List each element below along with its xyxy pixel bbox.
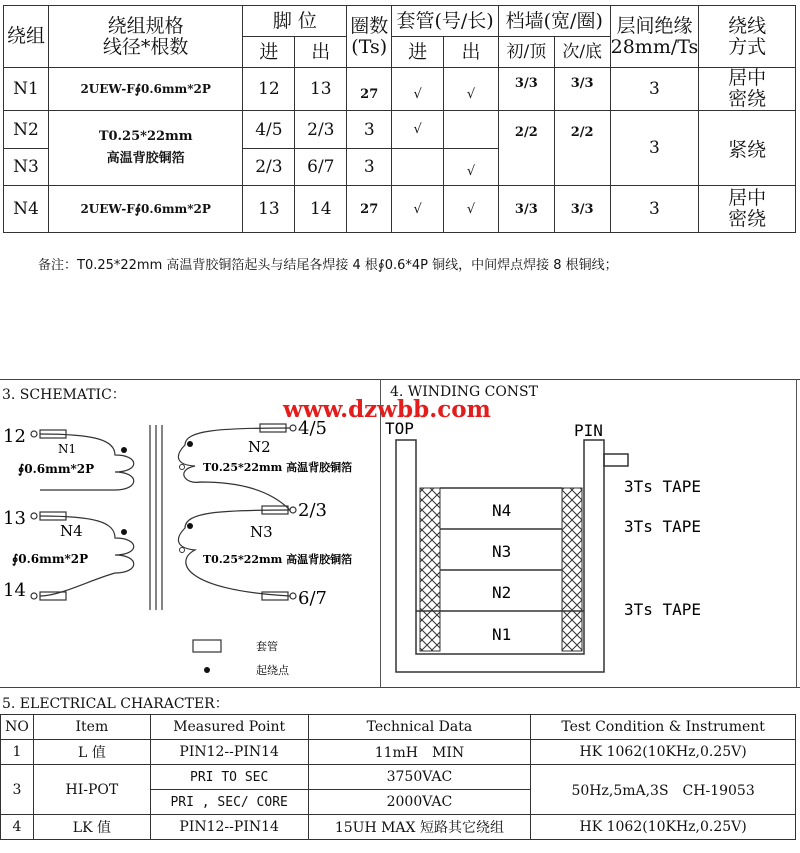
row-pin-out: 13 <box>295 68 347 111</box>
row-pin-out: 6/7 <box>295 149 347 186</box>
row-condition: 50Hz,5mA,3S CH-19053 <box>531 765 796 815</box>
header-pin-in: 进 <box>243 37 295 68</box>
table-row <box>1 815 796 840</box>
winding-const-title: 4. WINDING CONST <box>390 384 538 400</box>
pin14-terminal-icon <box>31 593 37 599</box>
margin-tape-right <box>562 488 582 651</box>
row-pin-out: 2/3 <box>295 111 347 149</box>
header-no: NO <box>1 715 34 740</box>
legend-start-label: 起绕点 <box>256 664 289 677</box>
row-wall-second: 3/3 <box>554 68 610 111</box>
row-turns: 27 <box>347 186 392 233</box>
row-sleeve-out <box>444 111 499 149</box>
start-dot-icon <box>121 447 127 453</box>
n4-wire-label: ∮0.6mm*2P <box>12 552 89 566</box>
winding-construction-diagram <box>382 400 794 685</box>
row-sleeve-in: √ <box>392 68 444 111</box>
row-pin-in: 13 <box>243 186 295 233</box>
legend-sleeve-icon <box>193 640 221 652</box>
row-point: PIN12--PIN14 <box>150 815 308 840</box>
pin23-label: 2/3 <box>298 500 327 521</box>
table-row-n4 <box>4 186 796 233</box>
row-method: 居中 密绕 <box>699 186 796 233</box>
row-insulation: 3 <box>610 186 699 233</box>
row-wall-first: 2/2 <box>498 111 554 186</box>
tape-label-1: 3Ts TAPE <box>624 477 702 496</box>
margin-tape-left <box>420 488 440 651</box>
row-wall-first: 3/3 <box>498 68 554 111</box>
layer-n2-label: N2 <box>492 583 512 602</box>
winding-spec-table <box>3 5 796 233</box>
row-turns: 3 <box>347 149 392 186</box>
schematic-title: 3. SCHEMATIC： <box>2 387 126 403</box>
row-point: PRI , SEC/ CORE <box>150 790 308 815</box>
n1-label: N1 <box>58 442 77 456</box>
header-wall-first: 初/顶 <box>498 37 554 68</box>
row-sleeve-out: √ <box>444 68 499 111</box>
legend-start-dot-icon <box>204 667 210 673</box>
layer-n1-label: N1 <box>492 625 512 644</box>
row-no: 3 <box>1 765 34 815</box>
header-method: 绕线 方式 <box>699 6 796 68</box>
row-wall-second: 2/2 <box>554 111 610 186</box>
row-insulation: 3 <box>610 68 699 111</box>
header-measured-point: Measured Point <box>150 715 308 740</box>
pin-label: PIN <box>574 421 603 440</box>
header-item: Item <box>33 715 150 740</box>
pin13-terminal-icon <box>31 513 37 519</box>
table-row-n2 <box>4 111 796 149</box>
pin12-label: 12 <box>3 426 26 447</box>
foil-end-icon <box>180 548 185 553</box>
start-dot-icon <box>121 529 127 535</box>
row-data: 3750VAC <box>308 765 531 790</box>
pin13-label: 13 <box>3 508 26 529</box>
row-method: 紧绕 <box>699 111 796 186</box>
row-item: L 值 <box>33 740 150 765</box>
row-spec: 2UEW-F∮0.6mm*2P <box>48 68 243 111</box>
pin45-terminal-icon <box>290 425 296 431</box>
header-turns: 圈数 (Ts) <box>347 6 392 68</box>
n1-wire-label: ∮0.6mm*2P <box>18 462 95 476</box>
electrical-title: 5. ELECTRICAL CHARACTER： <box>2 696 229 712</box>
tape-label-2: 3Ts TAPE <box>624 517 702 536</box>
row-point: PIN12--PIN14 <box>150 740 308 765</box>
pin67-label: 6/7 <box>298 588 327 609</box>
pin23-terminal-icon <box>290 507 296 513</box>
start-dot-icon <box>187 523 193 529</box>
header-test-condition: Test Condition & Instrument <box>531 715 796 740</box>
header-wall: 档墙(宽/圈) <box>498 6 610 37</box>
start-dot-icon <box>187 441 193 447</box>
layer-n4-label: N4 <box>492 501 512 520</box>
header-wall-second: 次/底 <box>554 37 610 68</box>
n2-foil-label: T0.25*22mm 高温背胶铜箔 <box>203 461 353 474</box>
row-point: PRI TO SEC <box>150 765 308 790</box>
n3-foil-label: T0.25*22mm 高温背胶铜箔 <box>203 553 353 566</box>
pin14-label: 14 <box>3 580 26 601</box>
row-sleeve-in <box>392 149 444 186</box>
row-condition: HK 1062(10KHz,0.25V) <box>531 740 796 765</box>
header-pin: 脚 位 <box>243 6 347 37</box>
row-item: HI-POT <box>33 765 150 815</box>
row-pin-in: 2/3 <box>243 149 295 186</box>
row-condition: HK 1062(10KHz,0.25V) <box>531 815 796 840</box>
row-wall-first: 3/3 <box>498 186 554 233</box>
row-data: 11mH MIN <box>308 740 531 765</box>
table-row <box>1 740 796 765</box>
note-text: 备注：T0.25*22mm 高温背胶铜箔起头与结尾各焊接 4 根∮0.6*4P 铜线，中间焊点焊接 8 根铜线； <box>38 258 618 273</box>
header-technical-data: Technical Data <box>308 715 531 740</box>
n2-label: N2 <box>248 438 271 456</box>
row-name: N1 <box>4 68 49 111</box>
row-method: 居中 密绕 <box>699 68 796 111</box>
layer-n3-label: N3 <box>492 542 512 561</box>
section-divider-vertical <box>380 379 381 687</box>
header-pin-out: 出 <box>295 37 347 68</box>
header-insulation: 层间绝缘 28mm/Ts <box>610 6 699 68</box>
row-name: N3 <box>4 149 49 186</box>
top-label: TOP <box>385 419 414 438</box>
row-name: N2 <box>4 111 49 149</box>
row-data: 2000VAC <box>308 790 531 815</box>
row-item: LK 值 <box>33 815 150 840</box>
row-wall-second: 3/3 <box>554 186 610 233</box>
pin45-label: 4/5 <box>298 418 327 439</box>
schematic-diagram <box>0 400 380 685</box>
row-spec: 2UEW-F∮0.6mm*2P <box>48 186 243 233</box>
row-sleeve-out: √ <box>444 149 499 186</box>
row-name: N4 <box>4 186 49 233</box>
row-pin-in: 12 <box>243 68 295 111</box>
foil-end-icon <box>180 465 185 470</box>
section-border-right <box>796 379 797 687</box>
row-no: 1 <box>1 740 34 765</box>
electrical-table <box>0 714 796 840</box>
watermark-text: www.dzwbb.com <box>283 396 491 423</box>
table-row <box>1 765 796 790</box>
row-spec: T0.25*22mm 高温背胶铜箔 <box>48 111 243 186</box>
table-row-n1 <box>4 68 796 111</box>
header-sleeve-out: 出 <box>444 37 499 68</box>
row-sleeve-in: √ <box>392 111 444 149</box>
section-divider-bottom <box>0 687 800 688</box>
tape-label-3: 3Ts TAPE <box>624 600 702 619</box>
header-group: 绕组 <box>4 6 49 68</box>
n4-label: N4 <box>60 522 83 540</box>
row-turns: 27 <box>347 68 392 111</box>
row-pin-in: 4/5 <box>243 111 295 149</box>
header-sleeve: 套管(号/长) <box>392 6 499 37</box>
row-turns: 3 <box>347 111 392 149</box>
section-divider-top <box>0 379 800 380</box>
pin12-terminal-icon <box>31 431 37 437</box>
row-sleeve-in: √ <box>392 186 444 233</box>
row-insulation: 3 <box>610 111 699 186</box>
pin67-terminal-icon <box>290 593 296 599</box>
row-pin-out: 14 <box>295 186 347 233</box>
pin-stub <box>604 454 628 466</box>
row-no: 4 <box>1 815 34 840</box>
n3-label: N3 <box>250 523 273 541</box>
header-sleeve-in: 进 <box>392 37 444 68</box>
row-data: 15UH MAX 短路其它绕组 <box>308 815 531 840</box>
row-sleeve-out: √ <box>444 186 499 233</box>
header-spec: 绕组规格 线径*根数 <box>48 6 243 68</box>
legend-sleeve-label: 套管 <box>256 640 278 653</box>
